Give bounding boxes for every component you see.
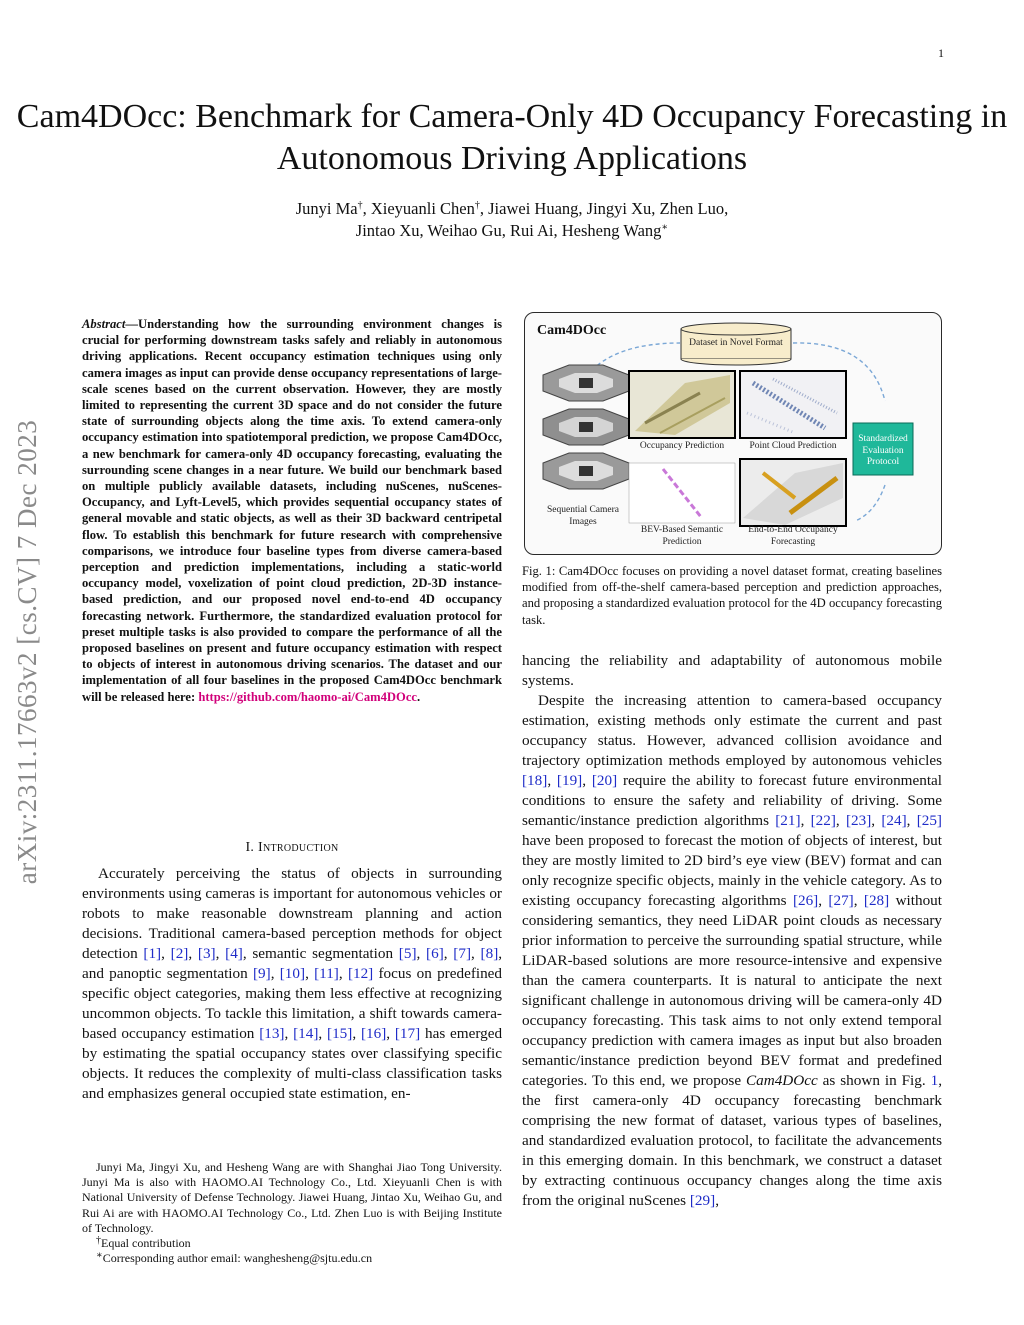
github-link[interactable]: https://github.com/haomo-ai/Cam4DOcc — [198, 689, 417, 704]
corresponding-author-footnote: ∗Corresponding author email: wanghesheng@sjtu.edu.cn — [96, 1250, 373, 1266]
right-column-text — [522, 651, 942, 1211]
citation[interactable]: [19] — [556, 772, 583, 789]
figure-title: Cam4DOcc — [537, 323, 607, 338]
section-heading-introduction — [82, 840, 502, 856]
author-line-2-names: Jintao Xu, Weihao Gu, Rui Ai, Hesheng Wang — [355, 221, 662, 240]
continued-paragraph: hancing the reliability and adaptability of autonomous mobile systems. — [522, 652, 942, 689]
citation[interactable]: [2] — [170, 945, 189, 962]
arxiv-identifier[interactable]: arXiv:2311.17663v2 [cs.CV] 7 Dec 2023 — [12, 419, 42, 885]
citation[interactable]: [6] — [426, 945, 444, 962]
star-mark: ∗ — [96, 1250, 103, 1262]
camera-images-label: Sequential Camera Images — [546, 505, 619, 527]
citation[interactable]: [13] — [259, 1025, 285, 1042]
affiliation-footnote: Junyi Ma, Jingyi Xu, and Hesheng Wang are with Shanghai Jiao Tong University. Junyi Ma is also with HAOMO.AI Technology Co., Ltd. Xieyuanli Chen is with National University of Defense Technology. Jiawei Huang, Jintao Xu, Weihao Gu, and Rui Ai are with HAOMO.AI Technology Co., Ltd. Zhen Luo is with Beijing Institute of Technology. — [82, 1160, 502, 1235]
citation[interactable]: [22] — [810, 812, 836, 829]
benchmark-name: Cam4DOcc — [746, 1072, 818, 1089]
figure-1-caption: Fig. 1: Cam4DOcc focuses on providing a novel dataset format, creating baselines modified from off-the-shelf camera-based perception and prediction approaches, and proposing a standardized evaluation protocol for the 4D occupancy forecasting task. — [522, 564, 942, 627]
star-mark: ∗ — [661, 222, 669, 233]
occupancy-prediction-image — [629, 371, 735, 438]
paper-title: Cam4DOcc: Benchmark for Camera-Only 4D Occupancy Forecasting in Autonomous Driving Applications — [16, 98, 1008, 177]
bev-semantic-prediction-image — [629, 463, 735, 523]
flow-arc-bottom — [855, 485, 885, 521]
citation[interactable]: [17] — [394, 1025, 421, 1042]
citation[interactable]: [8] — [480, 945, 499, 962]
abstract-text: —Understanding how the surrounding environment changes is crucial for performing downstream tasks safely and reliably in autonomous driving applications. Recent occupancy estimation techniques using only camera images as input can provide dense occupancy representations of large-scale scenes based on the current observation. However, they are mostly limited to representing the current 3D space and do not consider the future state of surrounding objects along the time axis. To extend camera-only occupancy estimation into spatiotemporal prediction, we propose Cam4DOcc, a new benchmark for camera-only 4D occupancy forecasting, evaluating the surrounding scene changes in a near future. We build our benchmark based on multiple publicly available datasets, including nuScenes, nuScenes-Occupancy, and Lyft-Level5, which provides sequential occupancy states of general movable and static objects, as well as their 3D backward centripetal flow. To establish this benchmark for future research with comprehensive comparisons, we introduce four baseline types from diverse camera-based perception and prediction implementations, including a static-world occupancy model, voxelization of point cloud prediction, 2D-3D instance-based prediction, and our proposed novel end-to-end 4D occupancy forecasting network. Furthermore, the standardized evaluation protocol for preset multiple tasks is also provided to compare the performance of all the proposed baselines on present and future occupancy estimation with respect to objects of interest in autonomous driving scenarios. The dataset and our implementation of all four baselines in the proposed Cam4DOcc benchmark will be released here: — [82, 317, 502, 704]
citation[interactable]: [5] — [398, 945, 417, 962]
motivation-paragraph: Despite the increasing attention to camera-based occupancy estimation, existing methods only estimate the current and past occupancy status. However, advanced collision avoidance and trajectory optimization methods employed by autonomous vehicles [18], [19], [20] require the ability to forecast future environmental conditions to ensure the safety and reliability of driving. Some semantic/instance prediction algorithms [21], [22], [23], [24], [25] have been proposed to forecast the motion of objects of interest, but they are mostly limited to 2D bird’s eye view (BEV) format and can only recognize specific objects, mainly in the vehicle category. As to existing occupancy forecasting algorithms [26], [27], [28] without considering semantics, they need LiDAR point clouds as necessary prior information to perceive the surrounding spatial structure, while LiDAR-based solutions are more resource-intensive and expensive than the camera counterparts. It is natural to anticipate the next significant challenge in autonomous driving will be camera-only 4D occupancy forecasting. This task aims to not only extend temporal occupancy prediction with camera images as input but also broaden semantic/instance prediction beyond BEV format and predefined categories. To this end, we propose Cam4DOcc as shown in Fig. 1, the first camera-only 4D occupancy forecasting benchmark comprising the new format of dataset, various types of baselines, and standardized evaluation protocol, to facilitate the advancements in this emerging domain. In this benchmark, we construct a dataset by extracting continuous occupancy changes along the time axis from the original nuScenes [29], — [522, 692, 943, 1209]
citation[interactable]: [3] — [197, 945, 216, 962]
figure-reference[interactable]: 1 — [930, 1072, 939, 1089]
point-cloud-prediction-image — [740, 371, 846, 438]
citation[interactable]: [20] — [591, 772, 618, 789]
author-chen: , Xieyuanli Chen — [362, 199, 475, 218]
footnotes — [82, 1160, 502, 1266]
citation[interactable]: [18] — [522, 772, 548, 789]
citation[interactable]: [10] — [279, 965, 306, 982]
abstract — [82, 316, 502, 705]
citation[interactable]: [23] — [845, 812, 872, 829]
citation[interactable]: [24] — [881, 812, 907, 829]
point-cloud-prediction-label: Point Cloud Prediction — [749, 441, 837, 451]
section-title: Introduction — [258, 840, 339, 855]
dagger-mark: † — [474, 200, 480, 211]
abstract-label: Abstract — [82, 317, 126, 331]
citation[interactable]: [14] — [293, 1025, 319, 1042]
author-list — [0, 198, 1024, 242]
author-ma: Junyi Ma — [295, 199, 358, 218]
citation[interactable]: [29] — [689, 1192, 716, 1209]
camera-ring-2-icon — [543, 409, 629, 445]
dataset-label: Dataset in Novel Format — [689, 338, 783, 348]
citation[interactable]: [9] — [252, 965, 271, 982]
citation[interactable]: [11] — [314, 965, 339, 982]
citation[interactable]: [4] — [225, 945, 243, 962]
figure-1 — [524, 312, 942, 555]
camera-ring-3-icon — [543, 453, 629, 489]
introduction-text — [82, 864, 502, 1104]
citation[interactable]: [7] — [453, 945, 472, 962]
equal-contribution-footnote: †Equal contribution — [96, 1235, 191, 1251]
citation[interactable]: [21] — [775, 812, 801, 829]
citation[interactable]: [27] — [828, 892, 854, 909]
citation[interactable]: [16] — [360, 1025, 387, 1042]
citation[interactable]: [12] — [347, 965, 374, 982]
citation[interactable]: [26] — [792, 892, 819, 909]
citation[interactable]: [15] — [327, 1025, 353, 1042]
citation[interactable]: [1] — [143, 945, 162, 962]
citation[interactable]: [25] — [916, 812, 942, 829]
author-line-1 — [0, 198, 1024, 220]
abstract-end: . — [417, 689, 421, 704]
author-others: , Jiawei Huang, Jingyi Xu, Zhen Luo, — [479, 199, 729, 218]
protocol-label: Standardized Evaluation Protocol — [858, 434, 908, 467]
occupancy-prediction-label: Occupancy Prediction — [639, 441, 725, 451]
end-to-end-forecasting-label: End-to-End Occupancy Forecasting — [748, 525, 838, 547]
page-number: 1 — [938, 46, 944, 60]
citation[interactable]: [28] — [863, 892, 890, 909]
dagger-mark: † — [96, 1235, 101, 1247]
dagger-mark: † — [357, 200, 363, 211]
intro-paragraph: Accurately perceiving the status of objects in surrounding environments using cameras is important for autonomous vehicles or robots to make reasonable downstream planning and action decisions. Traditional camera-based perception methods for object detection [1], [2], [3], [4], semantic segmentation [5], [6], [7], [8], and panoptic segmentation [9], [10], [11], [12] focus on predefined specific object categories, making them less effective at recognizing uncommon objects. To tackle this limitation, a shift towards camera-based occupancy estimation [13], [14], [15], [16], [17] has emerged by estimating the spatial occupancy states over classifying specific objects. It reduces the complexity of multi-class classification tasks and emphasizes general occupied state estimation, en- — [82, 865, 503, 1102]
section-number: I. — [245, 840, 259, 855]
bev-semantic-prediction-label: BEV-Based Semantic Prediction — [640, 525, 724, 547]
camera-ring-1-icon — [543, 365, 629, 401]
author-line-2 — [0, 220, 1024, 242]
end-to-end-forecasting-image — [740, 459, 846, 526]
